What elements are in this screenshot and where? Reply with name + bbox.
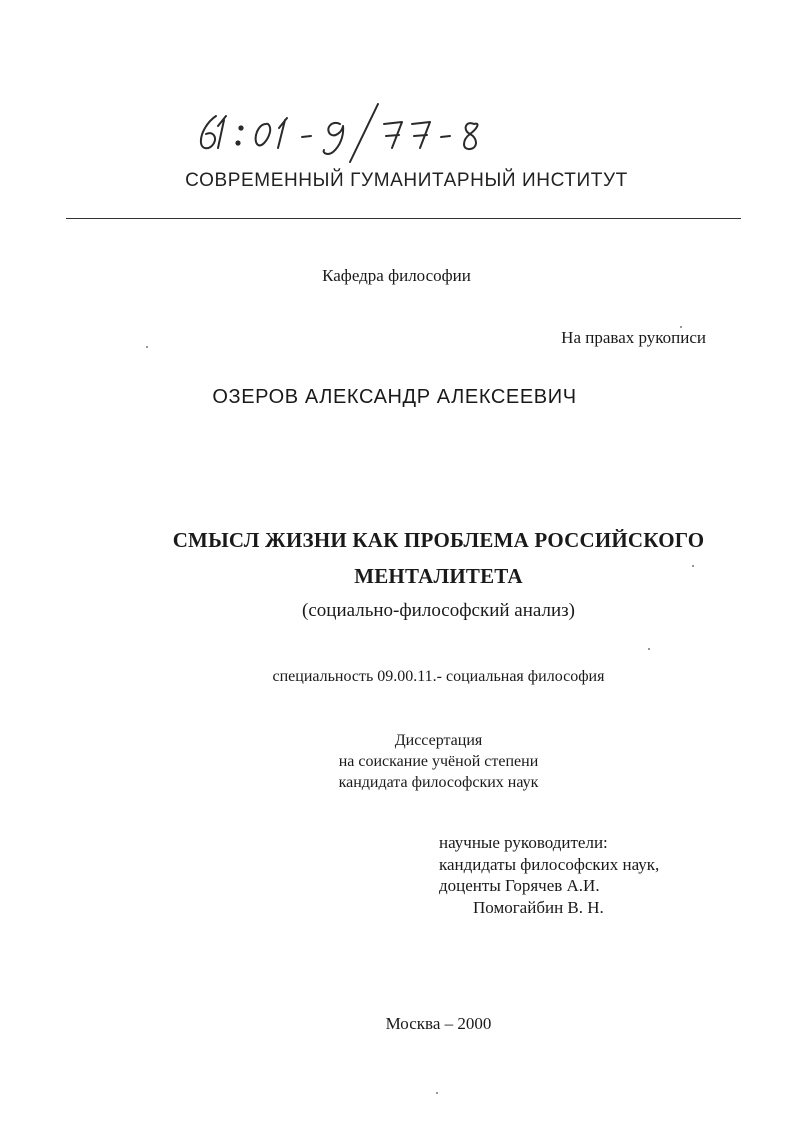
- manuscript-rights-note: На правах рукописи: [561, 328, 706, 347]
- scan-speck: [680, 326, 682, 328]
- scan-speck: [146, 346, 148, 348]
- thesis-title-line-1: СМЫСЛ ЖИЗНИ КАК ПРОБЛЕМА РОССИЙСКОГО: [172, 528, 705, 552]
- scan-speck: [436, 1092, 438, 1094]
- advisor-name-2: Помогайбин В. Н.: [473, 897, 604, 917]
- thesis-title-line-2: МЕНТАЛИТЕТА: [354, 564, 523, 588]
- advisors-block: [439, 832, 659, 918]
- advisors-heading: научные руководители:: [439, 833, 608, 852]
- dissertation-line-3: кандидата философских наук: [338, 774, 539, 791]
- thesis-subtitle: (социально-философский анализ): [302, 600, 575, 621]
- dissertation-line-1: Диссертация: [394, 732, 483, 749]
- city-year: Москва – 2000: [385, 1014, 492, 1033]
- speciality-line: специальность 09.00.11.- социальная философия: [272, 668, 605, 685]
- institute-name: СОВРЕМЕННЫЙ ГУМАНИТАРНЫЙ ИНСТИТУТ: [185, 170, 628, 191]
- advisor-name-1: доценты Горячев А.И.: [439, 876, 600, 895]
- header-divider: [66, 218, 741, 219]
- scan-speck: [692, 565, 694, 567]
- advisors-degree: кандидаты философских наук,: [439, 854, 660, 874]
- author-name: ОЗЕРОВ АЛЕКСАНДР АЛЕКСЕЕВИЧ: [212, 386, 577, 408]
- department-name: Кафедра философии: [322, 266, 471, 285]
- scan-speck: [648, 648, 650, 650]
- dissertation-line-2: на соискание учёной степени: [338, 753, 539, 770]
